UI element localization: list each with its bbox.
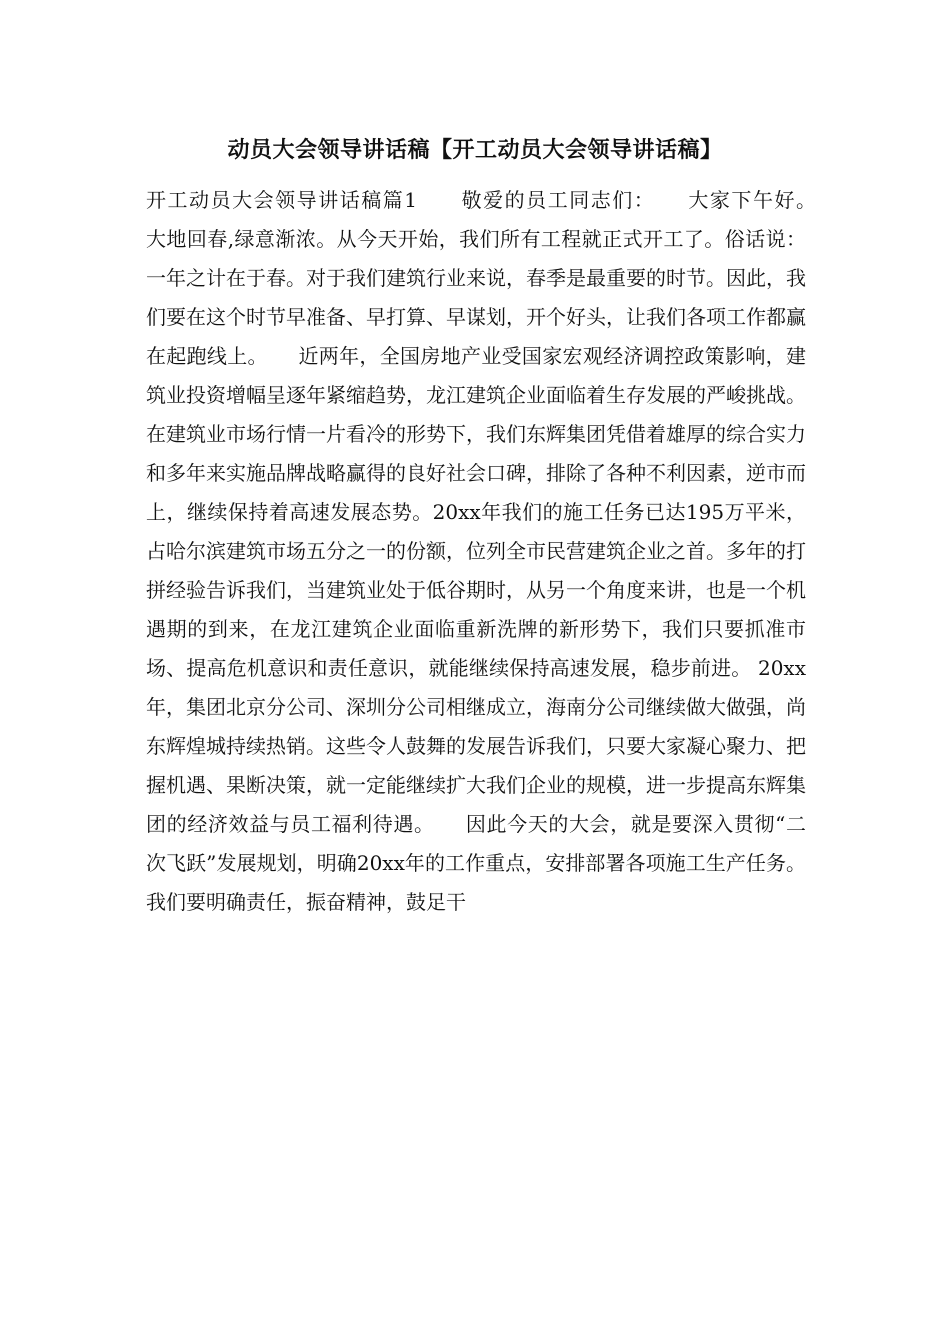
document-title: 动员大会领导讲话稿【开工动员大会领导讲话稿】 bbox=[227, 138, 723, 163]
document-body-text: 开工动员大会领导讲话稿篇1 敬爱的员工同志们： 大家下午好。 大地回春,绿意渐浓。从今天开始，我们所有工程就正式开工了。俗话说：一年之计在于春。对于我们建筑行业来说，春季是最重要的时节。因此，我们要在这个时节早准备、早打算、早谋划，开个好头，让我们各项工作都赢在起跑线上。 近两年，全国房地产业受国家宏观经济调控政策影响，建筑业投资增幅呈逐年紧缩趋势，龙江建筑企业面临着生存发展的严峻挑战。在建筑业市场行情一片看冷的形势下，我们东辉集团凭借着雄厚的综合实力和多年来实施品牌战略赢得的良好社会口碑，排除了各种不利因素，逆市而上，继续保持着高速发展态势。20xx年我们的施工任务已达195万平米，占哈尔滨建筑市场五分之一的份额，位列全市民营建筑企业之首。多年的打拼经验告诉我们，当建筑业处于低谷期时，从另一个角度来讲，也是一个机遇期的到来，在龙江建筑企业面临重新洗牌的新形势下，我们只要抓准市场、提高危机意识和责任意识，就能继续保持高速发展，稳步前进。 20xx年，集团北京分公司、深圳分公司相继成立，海南分公司继续做大做强，尚东辉煌城持续热销。这些令人鼓舞的发展告诉我们，只要大家凝心聚力、把握机遇、果断决策，就一定能继续扩大我们企业的规模，进一步提高东辉集团的经济效益与员工福利待遇。 因此今天的大会，就是要深入贯彻“二次飞跃”发展规划，明确20xx年的工作重点，安排部署各项施工生产任务。我们要明确责任，振奋精神，鼓足干 bbox=[146, 188, 846, 914]
